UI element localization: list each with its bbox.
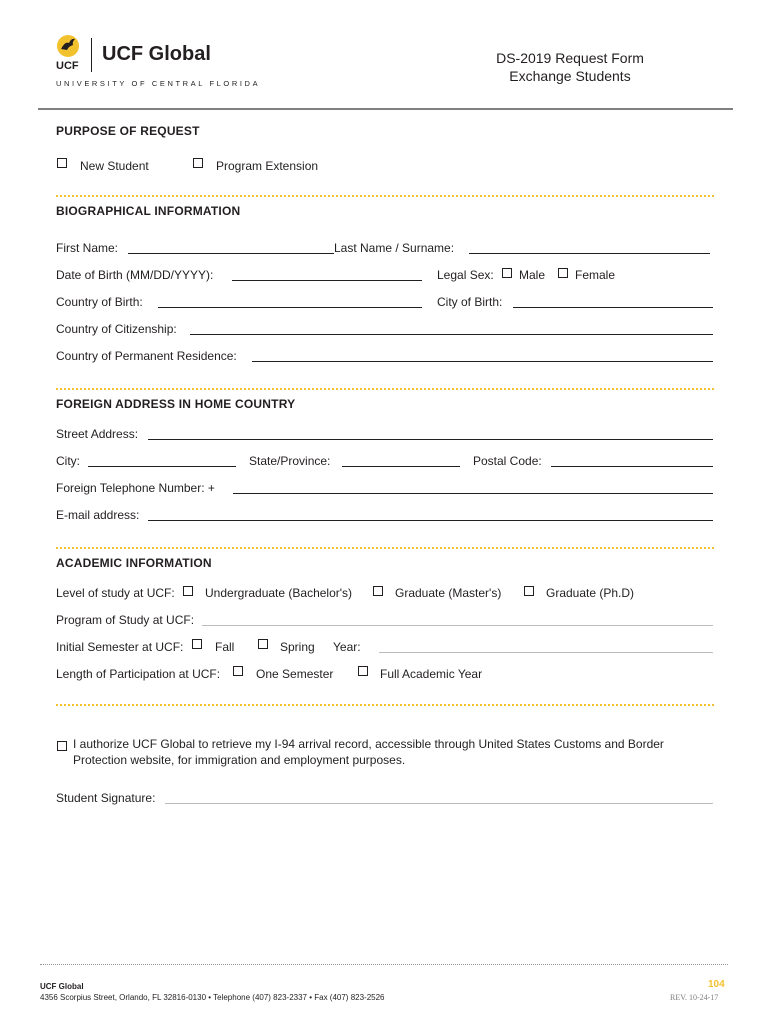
residence-field[interactable]: [252, 361, 713, 362]
footer-divider: [40, 964, 728, 965]
email-field[interactable]: [148, 520, 713, 521]
email-label: E-mail address:: [56, 508, 140, 522]
length-label: Length of Participation at UCF:: [56, 667, 221, 681]
citizenship-field[interactable]: [190, 334, 713, 335]
postal-label: Postal Code:: [473, 454, 542, 468]
footer-code: 104: [708, 979, 725, 990]
one-semester-label: One Semester: [256, 667, 334, 681]
new-student-checkbox[interactable]: [57, 158, 67, 168]
male-checkbox[interactable]: [502, 268, 512, 278]
masters-label: Graduate (Master's): [395, 586, 502, 600]
academic-heading: ACADEMIC INFORMATION: [56, 556, 212, 570]
country-birth-field[interactable]: [158, 307, 422, 308]
program-label: Program of Study at UCF:: [56, 613, 195, 627]
city-field[interactable]: [88, 466, 236, 467]
residence-label: Country of Permanent Residence:: [56, 349, 237, 363]
undergrad-label: Undergraduate (Bachelor's): [205, 586, 353, 600]
dob-field[interactable]: [232, 280, 422, 281]
footer-address: 4356 Scorpius Street, Orlando, FL 32816-0130 • Telephone (407) 823-2337 • Fax (407) 823-2526: [40, 993, 385, 1002]
university-name: UNIVERSITY OF CENTRAL FLORIDA: [56, 79, 261, 88]
state-field[interactable]: [342, 466, 460, 467]
one-semester-checkbox[interactable]: [233, 666, 243, 676]
program-field[interactable]: [202, 625, 713, 626]
footer-rev: REV. 10-24-17: [670, 993, 719, 1002]
phd-checkbox[interactable]: [524, 586, 534, 596]
footer-org: UCF Global: [40, 982, 84, 991]
dob-label: Date of Birth (MM/DD/YYYY):: [56, 268, 214, 282]
year-field[interactable]: [379, 652, 713, 653]
female-label: Female: [575, 268, 616, 282]
authorization-text-line1: I authorize UCF Global to retrieve my I-94 arrival record, accessible through United States Customs and Border: [73, 737, 664, 751]
full-year-checkbox[interactable]: [358, 666, 368, 676]
section-divider: [56, 388, 714, 390]
spring-checkbox[interactable]: [258, 639, 268, 649]
fall-label: Fall: [215, 640, 235, 654]
phone-label: Foreign Telephone Number: +: [56, 481, 215, 495]
foreign-heading: FOREIGN ADDRESS IN HOME COUNTRY: [56, 397, 296, 411]
spring-label: Spring: [280, 640, 315, 654]
city-birth-field[interactable]: [513, 307, 713, 308]
year-label: Year:: [333, 640, 361, 654]
logo-initials: UCF: [56, 60, 79, 72]
masters-checkbox[interactable]: [373, 586, 383, 596]
full-year-label: Full Academic Year: [380, 667, 483, 681]
city-label: City:: [56, 454, 80, 468]
postal-field[interactable]: [551, 466, 713, 467]
section-divider: [56, 547, 714, 549]
level-label: Level of study at UCF:: [56, 586, 175, 600]
bio-heading: BIOGRAPHICAL INFORMATION: [56, 204, 241, 218]
section-divider: [56, 704, 714, 706]
new-student-label: New Student: [80, 159, 149, 173]
section-divider: [56, 195, 714, 197]
phone-field[interactable]: [233, 493, 713, 494]
purpose-heading: PURPOSE OF REQUEST: [56, 124, 200, 138]
state-label: State/Province:: [249, 454, 331, 468]
female-checkbox[interactable]: [558, 268, 568, 278]
street-label: Street Address:: [56, 427, 139, 441]
program-extension-checkbox[interactable]: [193, 158, 203, 168]
phd-label: Graduate (Ph.D): [546, 586, 635, 600]
signature-label: Student Signature:: [56, 791, 156, 805]
authorization-text-line2: Protection website, for immigration and employment purposes.: [73, 753, 406, 767]
last-name-field[interactable]: [469, 253, 710, 254]
country-birth-label: Country of Birth:: [56, 295, 143, 309]
fall-checkbox[interactable]: [192, 639, 202, 649]
authorization-checkbox[interactable]: [57, 741, 67, 751]
city-birth-label: City of Birth:: [437, 295, 503, 309]
header-rule: [38, 108, 733, 110]
male-label: Male: [519, 268, 546, 282]
citizenship-label: Country of Citizenship:: [56, 322, 177, 336]
form-subtitle: Exchange Students: [509, 68, 631, 84]
ucf-pegasus-logo-icon: [55, 33, 81, 59]
program-extension-label: Program Extension: [216, 159, 319, 173]
legal-sex-label: Legal Sex:: [437, 268, 494, 282]
form-title: DS-2019 Request Form: [496, 50, 644, 66]
last-name-label: Last Name / Surname:: [334, 241, 455, 255]
street-field[interactable]: [148, 439, 713, 440]
logo-name: UCF Global: [102, 43, 211, 65]
undergrad-checkbox[interactable]: [183, 586, 193, 596]
signature-field[interactable]: [165, 803, 713, 804]
semester-label: Initial Semester at UCF:: [56, 640, 184, 654]
logo-divider: [91, 38, 92, 72]
first-name-label: First Name:: [56, 241, 119, 255]
first-name-field[interactable]: [128, 253, 334, 254]
